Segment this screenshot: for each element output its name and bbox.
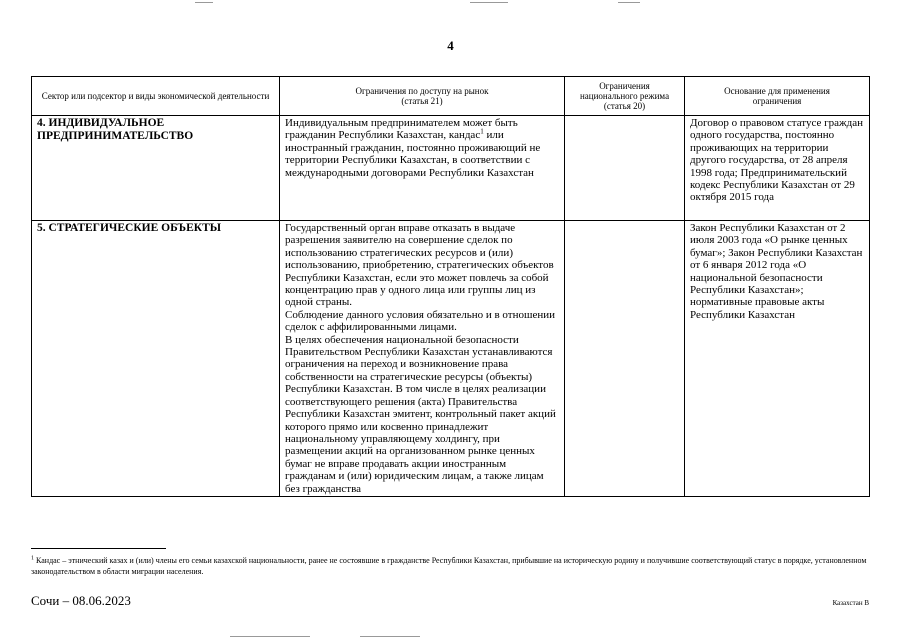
market-access-cell (280, 221, 565, 497)
paragraph: Государственный орган вправе отказать в выдаче разрешения заявителю на совершение сделок по использованию стратегических ресурсов и (или) использованию, приобретению, стратегических объектов Республики Казахстан, если это может повлечь за собой концентрацию прав у одного лица или группы лиц из одной страны. (285, 222, 554, 309)
scan-artifact (618, 2, 640, 3)
footnote-reference: 1 (480, 127, 484, 136)
basis-cell: Закон Республики Казахстан от 2 июля 2003 года «О рынке ценных бумаг»; Закон Республики Казахстан от 6 января 2012 года «О национальной безопасности Республики Казахстан»; нормативные правовые акты Республики Казахстан (685, 221, 870, 497)
header-basis: Основание для применения ограничения (685, 77, 870, 116)
scan-artifact (195, 2, 213, 3)
footnote-separator (31, 548, 166, 549)
table-row (32, 221, 870, 497)
paragraph: В целях обеспечения национальной безопасности Правительством Республики Казахстан устанавливаются ограничения на переход и возникновение права собственности на стратегические ресурсы (объекты) Республики Казахстан. В том числе в целях реализации соответствующего решения (акта) Правительства Республики Казахстан эмитент, контрольный пакет акций которого прямо или косвенно принадлежит национальному управляющему холдингу, при размещении акций на организованном рынке ценных бумаг не вправе продавать акции иностранным гражданам и (или) юридическим лицам, а также лицам без гражданства (285, 333, 556, 495)
scan-artifact (230, 636, 310, 637)
paragraph: Соблюдение данного условия обязательно и в отношении сделок с аффилированными лицами. (285, 308, 555, 334)
page-number: 4 (447, 38, 454, 53)
restrictions-table (31, 76, 870, 497)
footer-date: Сочи – 08.06.2023 (31, 593, 131, 608)
footer-label: Казахстан В (832, 599, 869, 607)
table-row (32, 116, 870, 221)
scan-artifact (360, 636, 420, 637)
national-treatment-cell (565, 116, 685, 221)
market-access-cell: Индивидуальным предпринимателем может быть гражданин Республики Казахстан, кандас$^1$ или иностранный гражданин, постоянно проживающий не территории Республики Казахстан, в соответствии с международными договорами Республики Казахстан (280, 116, 565, 221)
footnote (31, 555, 871, 577)
header-national-treatment: Ограничения национального режима (статья 20) (565, 77, 685, 116)
footnote-mark: 1 (31, 555, 34, 562)
header-sector: Сектор или подсектор и виды экономической деятельности (32, 77, 280, 116)
header-market-access: Ограничения по доступу на рынок (статья 21) (280, 77, 565, 116)
scan-artifact (470, 2, 508, 3)
sector-cell: 5. СТРАТЕГИЧЕСКИЕ ОБЪЕКТЫ (32, 221, 280, 497)
footnote-text: Кандас – этнический казах и (или) члены его семьи казахской национальности, ранее не состоявшие в гражданстве Республики Казахстан, прибывшие на историческую родину и получившие соответствующий статус в порядке, установленном законодательством в области миграции населения. (31, 556, 867, 576)
basis-cell: Договор о правовом статусе граждан одного государства, постоянно проживающих на территории другого государства, от 28 апреля 1998 года; Предпринимательский кодекс Республики Казахстан от 29 октября 2015 года (685, 116, 870, 221)
national-treatment-cell (565, 221, 685, 497)
sector-cell: 4. ИНДИВИДУАЛЬНОЕ ПРЕДПРИНИМАТЕЛЬСТВО (32, 116, 280, 221)
table-header-row (32, 77, 870, 116)
